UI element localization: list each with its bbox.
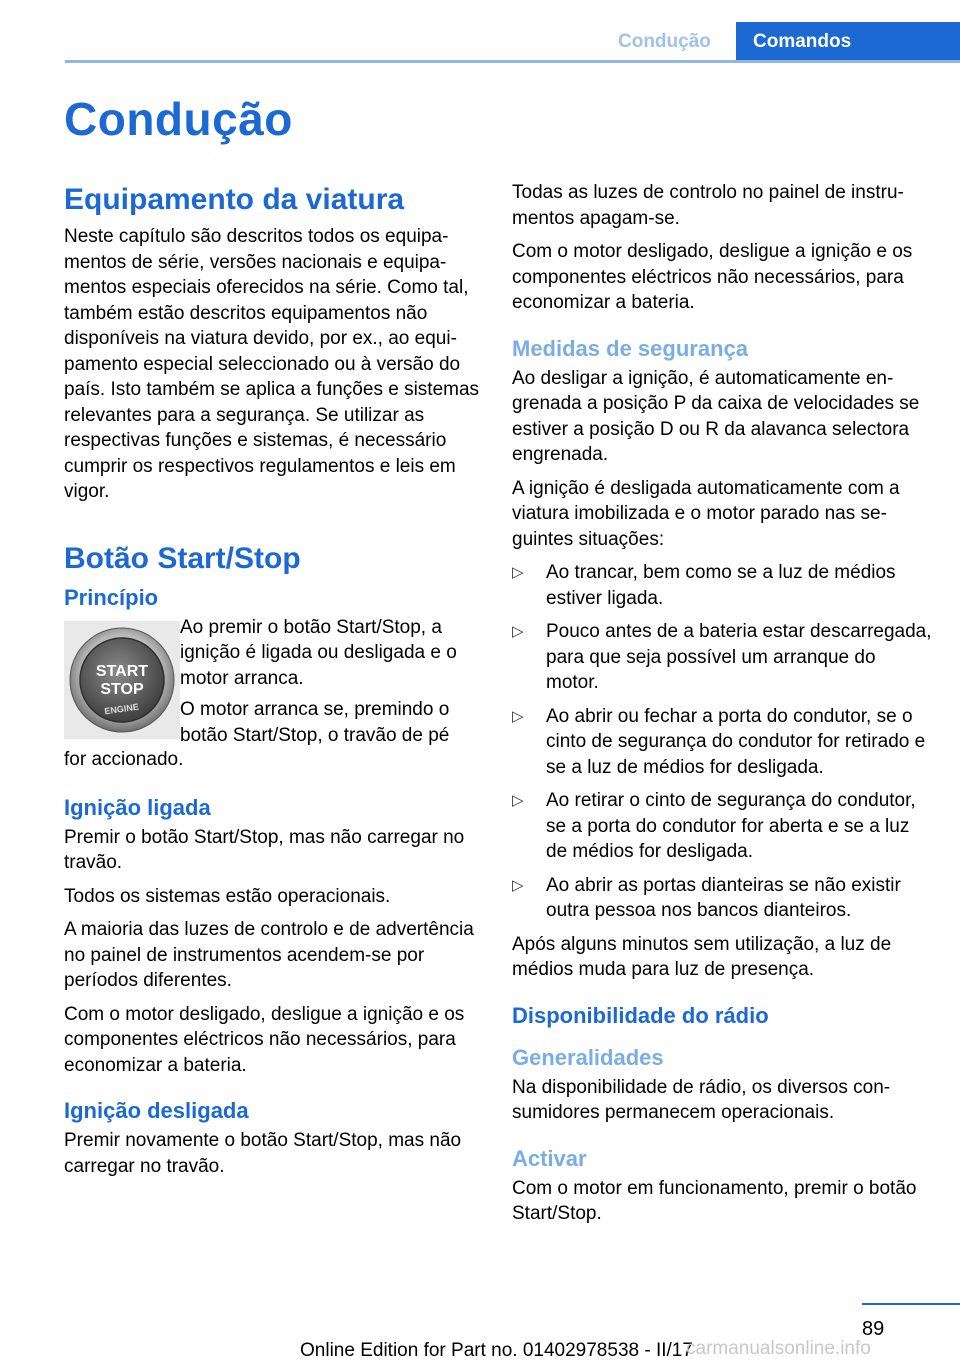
subsection-title-ignicao-desligada: Ignição desligada (64, 1098, 249, 1123)
ignicao-ligada-paragraph-1: Premir o botão Start/Stop, mas não carregar no travão. (64, 826, 465, 873)
subsection-title-ignicao-ligada: Ignição ligada (64, 794, 211, 820)
button-label-engine: ENGINE (103, 701, 140, 716)
ignicao-desligada-paragraph-1: Premir novamente o botão Start/Stop, mas não carregar no travão. (64, 1130, 462, 1177)
list-item: ▷ Ao abrir ou fechar a porta do condutor, se o cinto de segurança do condutor for retirado e se a luz de médios for desligada. (512, 705, 926, 778)
right-paragraph-1: Todas as luzes de controlo no painel de instrumentos apagam-se. (512, 182, 904, 229)
start-stop-button-image (64, 621, 180, 739)
list-item: ▷ Ao trancar, bem como se a luz de médios estiver ligada. (512, 562, 896, 609)
button-label-start: START (95, 662, 149, 680)
seguranca-paragraph-3: Após alguns minutos sem utilização, a luz de médios muda para luz de presença. (512, 933, 892, 980)
principio-paragraph-1: Ao premir o botão Start/Stop, a ignição é ligada ou desligada e o motor arranca. (180, 616, 457, 689)
right-column (512, 180, 932, 1235)
list-item: ▷ Ao abrir as portas dianteiras se não existir outra pessoa nos bancos dianteiros. (512, 874, 901, 921)
ignicao-ligada-paragraph-4: Com o motor desligado, desligue a ignição e os componentes eléctricos não necessários, para economizar a bateria. (64, 1003, 465, 1076)
page-number-rule (862, 1303, 960, 1305)
section-title-equipamento: Equipamento da viatura (64, 183, 405, 216)
list-item: ▷ Pouco antes de a bateria estar descarregada, para que seja possível um arranque do motor. (512, 621, 932, 693)
subsection-title-principio: Princípio (64, 584, 159, 610)
triangle-bullet-icon: ▷ (512, 876, 524, 894)
button-label-stop: STOP (100, 680, 144, 698)
principio-paragraph-2-end: for accionado. (64, 748, 184, 770)
generalidades-paragraph: Na disponibilidade de rádio, os diversos consumidores permanecem operacionais. (512, 1076, 891, 1123)
principio-block (64, 583, 482, 783)
activar-paragraph: Com o motor em funcionamento, premir o botão Start/Stop. (512, 1177, 917, 1224)
right-paragraph-2: Com o motor desligado, desligue a ignição e os componentes eléctricos não necessários, para economizar a bateria. (512, 241, 913, 313)
subsection-title-generalidades: Generalidades (512, 1044, 664, 1070)
header-rule (65, 60, 960, 63)
triangle-bullet-icon: ▷ (512, 792, 524, 809)
list-item: ▷ Ao retirar o cinto de segurança do condutor, se a porta do condutor for aberta e se a luz de médios for desligada. (512, 790, 916, 862)
seguranca-paragraph-2: A ignição é desligada automaticamente com a viatura imobilizada e o motor parado nas seguintes situações: (512, 477, 900, 550)
header-tab-conducao[interactable]: Condução (618, 31, 711, 52)
watermark: carmanualsonline.info (686, 1338, 871, 1359)
triangle-bullet-icon: ▷ (512, 564, 524, 581)
subsection-title-seguranca: Medidas de segurança (512, 335, 748, 361)
ignicao-ligada-paragraph-2: Todos os sistemas estão operacionais. (64, 885, 391, 907)
triangle-bullet-icon: ▷ (512, 623, 524, 640)
left-column (64, 180, 482, 1187)
page-number: 89 (862, 1318, 885, 1340)
ignicao-ligada-paragraph-3: A maioria das luzes de controlo e de advertência no painel de instrumentos acendem-se por períodos diferentes. (64, 919, 474, 991)
equipamento-paragraph: Neste capítulo são descritos todos os equipamentos de série, versões nacionais e equipamentos especiais oferecidos na série. Como tal, também estão descritos equipamentos não disponíveis na viatura devido, por ex., ao equipamento especial seleccionado ou à versão do país. Isto também se aplica a funções e sistemas relevantes para a segurança. Se utilizar as respectivas funções e sistemas, é necessário cumprir os respectivos regulamentos e leis em vigor. (64, 226, 480, 502)
principio-text (180, 615, 482, 749)
principio-paragraph-2: O motor arranca se, premindo o botão Start/Stop, o travão de pé (180, 699, 450, 746)
situations-list (512, 560, 932, 924)
section-title-start-stop: Botão Start/Stop (64, 541, 301, 575)
chapter-title: Condução (64, 93, 293, 145)
triangle-bullet-icon: ▷ (512, 707, 524, 725)
edition-footer: Online Edition for Part no. 01402978538 - II/17 (300, 1340, 693, 1361)
subsection-title-radio: Disponibilidade do rádio (512, 1002, 769, 1028)
seguranca-paragraph-1: Ao desligar a ignição, é automaticamente engrenada a posição P da caixa de velocidades se estiver a posição D ou R da alavanca selectora engrenada. (512, 367, 920, 465)
subsection-title-activar: Activar (512, 1145, 587, 1171)
header-tab-comandos[interactable]: Comandos (736, 22, 960, 62)
